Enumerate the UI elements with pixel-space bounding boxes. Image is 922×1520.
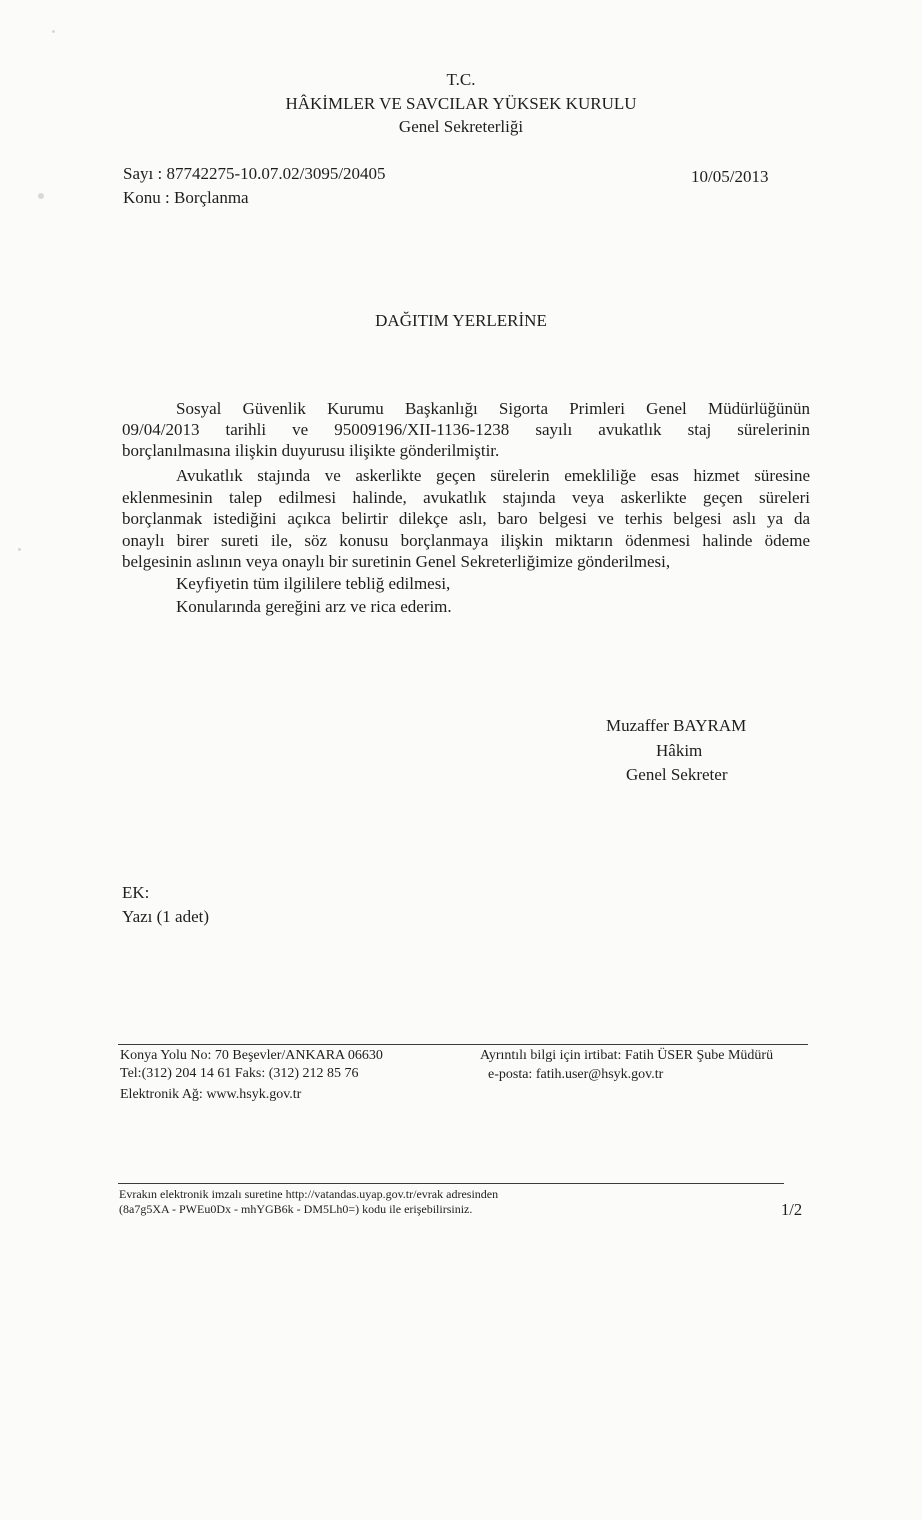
addressee: DAĞITIM YERLERİNE — [375, 311, 547, 330]
header-institution: HÂKİMLER VE SAVCILAR YÜKSEK KURULU — [285, 94, 637, 113]
scan-speck — [52, 30, 55, 33]
signatory-position: Genel Sekreter — [626, 765, 728, 784]
header-department: Genel Sekreterliği — [398, 117, 524, 136]
paragraph-3: Keyfiyetin tüm ilgililere tebliğ edilmesi, — [176, 574, 451, 593]
paragraph-2-line: borçlanmak istediğini açıkca belirtir dilekçe aslı, baro belgesi ve terhis belgesi aslı ya da — [122, 509, 810, 528]
paragraph-1-line: 09/04/2013 tarihli ve 95009196/XII-1136-1238 sayılı avukatlık staj sürelerinin — [122, 420, 810, 439]
paragraph-2-line: belgesinin aslının veya onaylı bir suretinin Genel Sekreterliğimize gönderilmesi, — [122, 552, 671, 571]
footer-divider — [118, 1044, 808, 1045]
document-date: 10/05/2013 — [691, 167, 769, 186]
paragraph-2-line: onaylı birer sureti ile, söz konusu borçlanmaya ilişkin miktarın ödenmesi halinde ödeme — [122, 531, 810, 550]
verification-code-line: (8a7g5XA - PWEu0Dx - mhYGB6k - DM5Lh0=) kodu ile erişebilirsiniz. — [119, 1202, 473, 1216]
footer-email: e-posta: fatih.user@hsyk.gov.tr — [488, 1067, 664, 1082]
footer-contact-person: Ayrıntılı bilgi için irtibat: Fatih ÜSER Şube Müdürü — [480, 1048, 774, 1063]
paragraph-1-line: borçlanılmasına ilişkin duyurusu ilişikte gönderilmiştir. — [122, 441, 500, 460]
paragraph-2-line: eklenmesinin talep edilmesi halinde, avukatlık stajında veya askerlikte geçen süreleri — [122, 488, 810, 507]
signatory-name: Muzaffer BAYRAM — [606, 716, 747, 735]
subject: Konu : Borçlanma — [123, 188, 249, 207]
reference-number: Sayı : 87742275-10.07.02/3095/20405 — [123, 164, 386, 183]
verification-divider — [118, 1183, 784, 1184]
footer-phone: Tel:(312) 204 14 61 Faks: (312) 212 85 76 — [120, 1066, 359, 1081]
page-number: 1/2 — [781, 1200, 803, 1219]
paragraph-4: Konularında gereğini arz ve rica ederim. — [176, 597, 452, 616]
scan-speck — [18, 548, 21, 551]
verification-url-line: Evrakın elektronik imzalı suretine http://vatandas.uyap.gov.tr/evrak adresinden — [119, 1187, 499, 1201]
paragraph-2-line: Avukatlık stajında ve askerlikte geçen sürelerin emekliliğe esas hizmet süresine — [176, 466, 810, 485]
scan-speck — [38, 193, 44, 199]
paragraph-1-line: Sosyal Güvenlik Kurumu Başkanlığı Sigorta Primleri Genel Müdürlüğünün — [176, 399, 810, 418]
footer-address: Konya Yolu No: 70 Beşevler/ANKARA 06630 — [120, 1048, 383, 1063]
footer-website: Elektronik Ağ: www.hsyk.gov.tr — [120, 1087, 302, 1102]
attachment-item: Yazı (1 adet) — [122, 907, 210, 926]
signatory-title: Hâkim — [656, 741, 703, 760]
header-tc: T.C. — [446, 70, 476, 89]
attachments-label: EK: — [122, 883, 150, 902]
